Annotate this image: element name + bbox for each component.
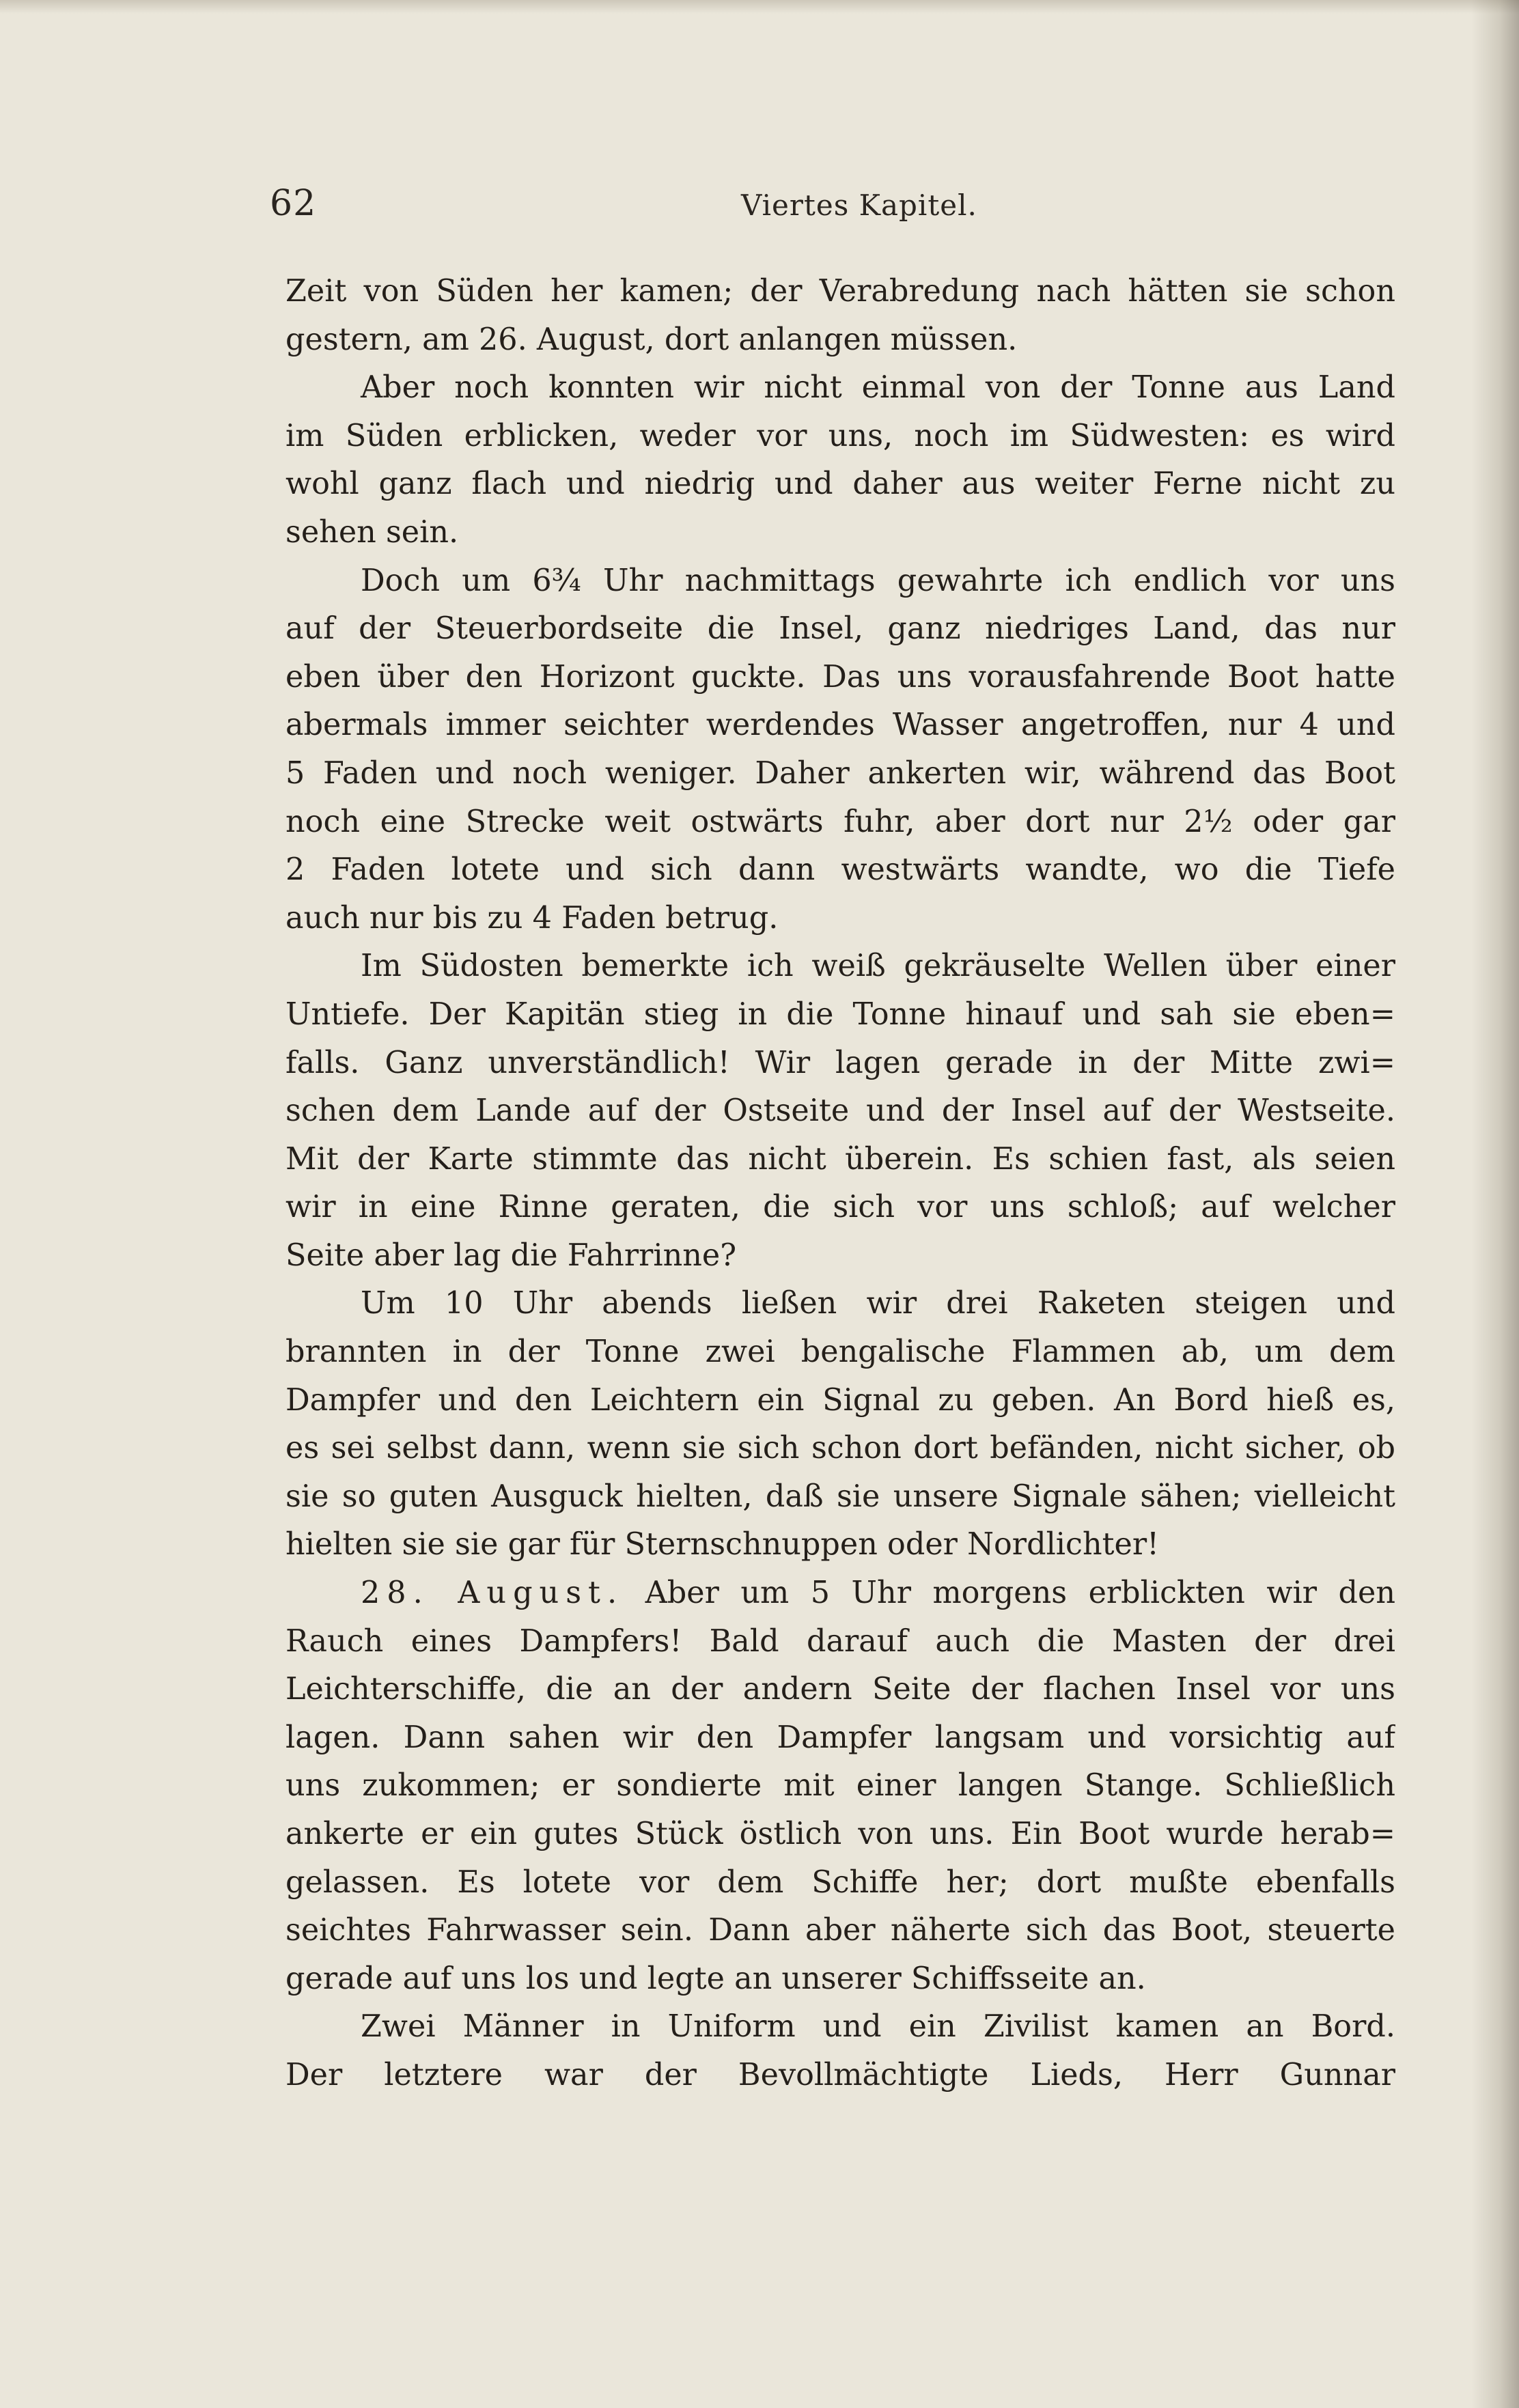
page-top-edge	[0, 0, 1519, 14]
text-line: Aber noch konnten wir nicht einmal von der Tonne aus Land	[361, 370, 1395, 406]
text-line: Rauch eines Dampfers! Bald darauf auch die Masten der drei	[285, 1623, 1395, 1659]
text-line: gelassen. Es lotete vor dem Schiffe her; dort mußte ebenfalls	[285, 1864, 1395, 1900]
text-line: brannten in der Tonne zwei bengalische Flammen ab, um dem	[285, 1334, 1395, 1370]
text-line: Zeit von Süden her kamen; der Verabredung nach hätten sie schon	[285, 274, 1395, 309]
text-line: Zwei Männer in Uniform und ein Zivilist kamen an Bord.	[361, 2009, 1395, 2045]
text-line: auf der Steuerbordseite die Insel, ganz niedriges Land, das nur	[285, 611, 1395, 647]
text-line: Mit der Karte stimmte das nicht überein. Es schien fast, als seien	[285, 1141, 1395, 1177]
page-number: 62	[270, 183, 317, 224]
text-line: Dampfer und den Leichtern ein Signal zu geben. An Bord hieß es,	[285, 1382, 1395, 1418]
text-line: sie so guten Ausguck hielten, daß sie unsere Signale sähen; vielleicht	[285, 1479, 1395, 1514]
running-head: Viertes Kapitel.	[741, 188, 977, 222]
text-line: 5 Faden und noch weniger. Daher ankerten wir, während das Boot	[285, 755, 1395, 791]
text-line	[285, 1569, 1395, 1618]
text-line: 2 Faden lotete und sich dann westwärts wandte, wo die Tiefe	[285, 852, 1395, 888]
text-line: wir in eine Rinne geraten, die sich vor uns schloß; auf welcher	[285, 1190, 1395, 1225]
text-line: gerade auf uns los und legte an unserer Schiffsseite an.	[285, 1961, 1146, 1996]
text-line: im Süden erblicken, weder vor uns, noch im Südwesten: es wird	[285, 418, 1395, 453]
text-line: Leichterschiffe, die an der andern Seite der flachen Insel vor uns	[285, 1672, 1395, 1707]
text-line: noch eine Strecke weit ostwärts fuhr, aber dort nur 2½ oder gar	[285, 804, 1395, 839]
text-line: Um 10 Uhr abends ließen wir drei Raketen steigen und	[361, 1286, 1395, 1321]
text-line: falls. Ganz unverständlich! Wir lagen gerade in der Mitte zwi=	[285, 1045, 1395, 1080]
text-line: Untiefe. Der Kapitän stieg in die Tonne hinauf und sah sie eben=	[285, 996, 1395, 1032]
text-line-rest: Aber um 5 Uhr morgens erblickten wir den	[645, 1576, 1395, 1611]
text-line: auch nur bis zu 4 Faden betrug.	[285, 900, 779, 936]
text-line: wohl ganz flach und niedrig und daher aus weiter Ferne nicht zu	[285, 466, 1395, 502]
text-line: abermals immer seichter werdendes Wasser angetroffen, nur 4 und	[285, 708, 1395, 743]
text-line: sehen sein.	[285, 514, 459, 550]
date-heading: 28. August.	[361, 1576, 624, 1611]
text-line: Seite aber lag die Fahrrinne?	[285, 1237, 737, 1273]
page-gutter-shadow	[1471, 0, 1519, 2408]
page-header	[270, 183, 1404, 231]
text-line: ankerte er ein gutes Stück östlich von uns. Ein Boot wurde herab=	[285, 1817, 1395, 1851]
text-line: hielten sie sie gar für Sternschnuppen oder Nordlichter!	[285, 1527, 1159, 1563]
text-line: lagen. Dann sahen wir den Dampfer langsam und vorsichtig auf	[285, 1720, 1395, 1755]
text-line: eben über den Horizont guckte. Das uns vorausfahrende Boot hatte	[285, 659, 1395, 695]
text-line: Im Südosten bemerkte ich weiß gekräuselte Wellen über einer	[361, 949, 1395, 984]
text-line: seichtes Fahrwasser sein. Dann aber näherte sich das Boot, steuerte	[285, 1913, 1395, 1948]
text-line: es sei selbst dann, wenn sie sich schon dort befänden, nicht sicher, ob	[285, 1431, 1395, 1466]
text-line: uns zukommen; er sondierte mit einer langen Stange. Schließlich	[285, 1768, 1395, 1804]
text-line: Doch um 6¾ Uhr nachmittags gewahrte ich endlich vor uns	[361, 563, 1395, 598]
text-line: gestern, am 26. August, dort anlangen müssen.	[285, 322, 1018, 357]
text-line: schen dem Lande auf der Ostseite und der Insel auf der Westseite.	[285, 1093, 1395, 1129]
body-text	[285, 268, 1395, 2100]
text-line: Der letztere war der Bevollmächtigte Lieds, Herr Gunnar	[285, 2057, 1395, 2092]
